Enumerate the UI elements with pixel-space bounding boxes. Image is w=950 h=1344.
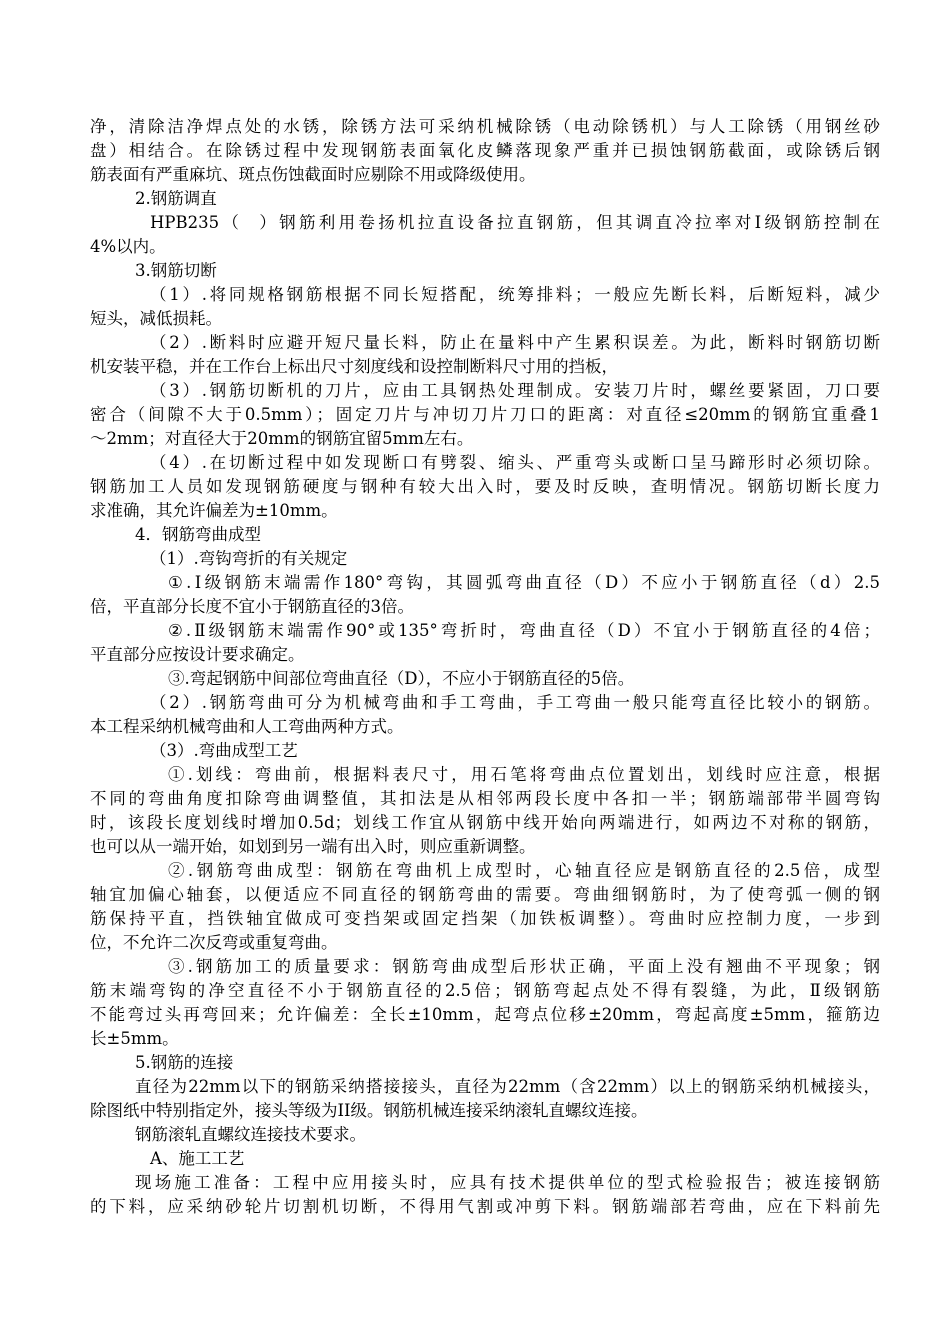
text-line: 钢筋滚轧直螺纹连接技术要求。 (135, 1125, 366, 1144)
text-line: 净，清除洁净焊点处的水锈，除锈方法可采纳机械除锈（电动除锈机）与人工除锈（用钢丝砂 (90, 117, 880, 136)
text-line: 除图纸中特别指定外，接头等级为II级。钢筋机械连接采纳滚轧直螺纹连接。 (90, 1101, 648, 1120)
text-line: ②.钢筋弯曲成型：钢筋在弯曲机上成型时，心轴直径应是钢筋直径的2.5倍，成型 (168, 861, 880, 880)
text-line: 位，不允许二次反弯或重复弯曲。 (90, 933, 338, 952)
text-line: 也可以从一端开始，如划到另一端有出入时，则应重新调整。 (90, 837, 536, 856)
text-line: 求准确，其允许偏差为±10mm。 (90, 501, 338, 520)
text-line: HPB235（ ）钢筋利用卷扬机拉直设备拉直钢筋，但其调直冷拉率对Ⅰ级钢筋控制在 (150, 213, 880, 232)
text-line: （3）.钢筋切断机的刀片，应由工具钢热处理制成。安装刀片时，螺丝要紧固，刀口要 (150, 381, 880, 400)
text-line: 不同的弯曲角度扣除弯曲调整值，其扣法是从相邻两段长度中各扣一半；钢筋端部带半圆弯钩 (90, 789, 880, 808)
text-line: ①.Ⅰ级钢筋末端需作180°弯钩，其圆弧弯曲直径（D）不应小于钢筋直径（d）2.5 (168, 573, 880, 592)
text-line: 筋末端弯钩的净空直径不小于钢筋直径的2.5倍；钢筋弯起点处不得有裂缝，为此，Ⅱ级钢筋 (90, 981, 880, 1000)
subsection-heading: （1）.弯钩弯折的有关规定 (150, 549, 348, 568)
section-heading: 5.钢筋的连接 (135, 1053, 234, 1072)
text-line: ③.钢筋加工的质量要求：钢筋弯曲成型后形状正确，平面上没有翘曲不平现象；钢 (168, 957, 880, 976)
text-line: 机安装平稳，并在工作台上标出尺寸刻度线和设控制断料尺寸用的挡板， (90, 357, 618, 376)
text-line: 本工程采纳机械弯曲和人工弯曲两种方式。 (90, 717, 404, 736)
text-line: 轴宜加偏心轴套，以便适应不同直径的钢筋弯曲的需要。弯曲细钢筋时，为了使弯弧一侧的钢 (90, 885, 880, 904)
text-line: 时，该段长度划线时增加0.5d；划线工作宜从钢筋中线开始向两端进行，如两边不对称的钢筋， (90, 813, 880, 832)
text-line: 4%以内。 (90, 237, 166, 256)
text-line: 筋表面有严重麻坑、斑点伤蚀截面时应剔除不用或降级使用。 (90, 165, 536, 184)
text-line: ～2mm；对直径大于20mm的钢筋宜留5mm左右。 (90, 429, 474, 448)
text-line: 不能弯过头再弯回来；允许偏差：全长±10mm，起弯点位移±20mm，弯起高度±5mm，箍筋边 (90, 1005, 880, 1024)
text-line: ②.Ⅱ级钢筋末端需作90°或135°弯折时，弯曲直径（D）不宜小于钢筋直径的4倍； (168, 621, 880, 640)
text-line: ③.弯起钢筋中间部位弯曲直径（D），不应小于钢筋直径的5倍。 (168, 669, 635, 688)
text-line: 长±5mm。 (90, 1029, 179, 1048)
text-line: 短头，减低损耗。 (90, 309, 222, 328)
text-line: 倍，平直部分长度不宜小于钢筋直径的3倍。 (90, 597, 414, 616)
text-line: 筋保持平直，挡铁轴宜做成可变挡架或固定挡架（加铁板调整）。弯曲时应控制力度，一步到 (90, 909, 880, 928)
section-heading: 4．钢筋弯曲成型 (135, 525, 261, 544)
text-line: 现场施工准备：工程中应用接头时，应具有技术提供单位的型式检验报告；被连接钢筋 (135, 1173, 880, 1192)
section-heading: 2.钢筋调直 (135, 189, 217, 208)
section-heading: 3.钢筋切断 (135, 261, 217, 280)
text-line: 直径为22mm以下的钢筋采纳搭接接头，直径为22mm（含22mm）以上的钢筋采纳机械接头， (135, 1077, 880, 1096)
text-line: 的下料，应采纳砂轮片切割机切断，不得用气割或冲剪下料。钢筋端部若弯曲，应在下料前先 (90, 1197, 880, 1216)
text-line: （2）.断料时应避开短尺量长料，防止在量料中产生累积误差。为此，断料时钢筋切断 (150, 333, 880, 352)
subsection-heading: （3）.弯曲成型工艺 (150, 741, 298, 760)
text-line: （1）.将同规格钢筋根据不同长短搭配，统筹排料；一般应先断长料，后断短料，减少 (150, 285, 880, 304)
text-line: 盘）相结合。在除锈过程中发现钢筋表面氧化皮鳞落现象严重并已损蚀钢筋截面，或除锈后钢 (90, 141, 880, 160)
text-line: 钢筋加工人员如发现钢筋硬度与钢种有较大出入时，要及时反映，查明情况。钢筋切断长度力 (90, 477, 880, 496)
text-line: （4）.在切断过程中如发现断口有劈裂、缩头、严重弯头或断口呈马蹄形时必须切除。 (150, 453, 880, 472)
text-line: 密合（间隙不大于0.5mm）；固定刀片与冲切刀片刀口的距离：对直径≤20mm的钢筋宜重叠1 (90, 405, 880, 424)
text-line: （2）.钢筋弯曲可分为机械弯曲和手工弯曲，手工弯曲一般只能弯直径比较小的钢筋。 (150, 693, 880, 712)
subsection-heading: A、施工工艺 (150, 1149, 245, 1168)
text-line: 平直部分应按设计要求确定。 (90, 645, 305, 664)
text-line: ①.划线：弯曲前，根据料表尺寸，用石笔将弯曲点位置划出，划线时应注意，根据 (168, 765, 880, 784)
